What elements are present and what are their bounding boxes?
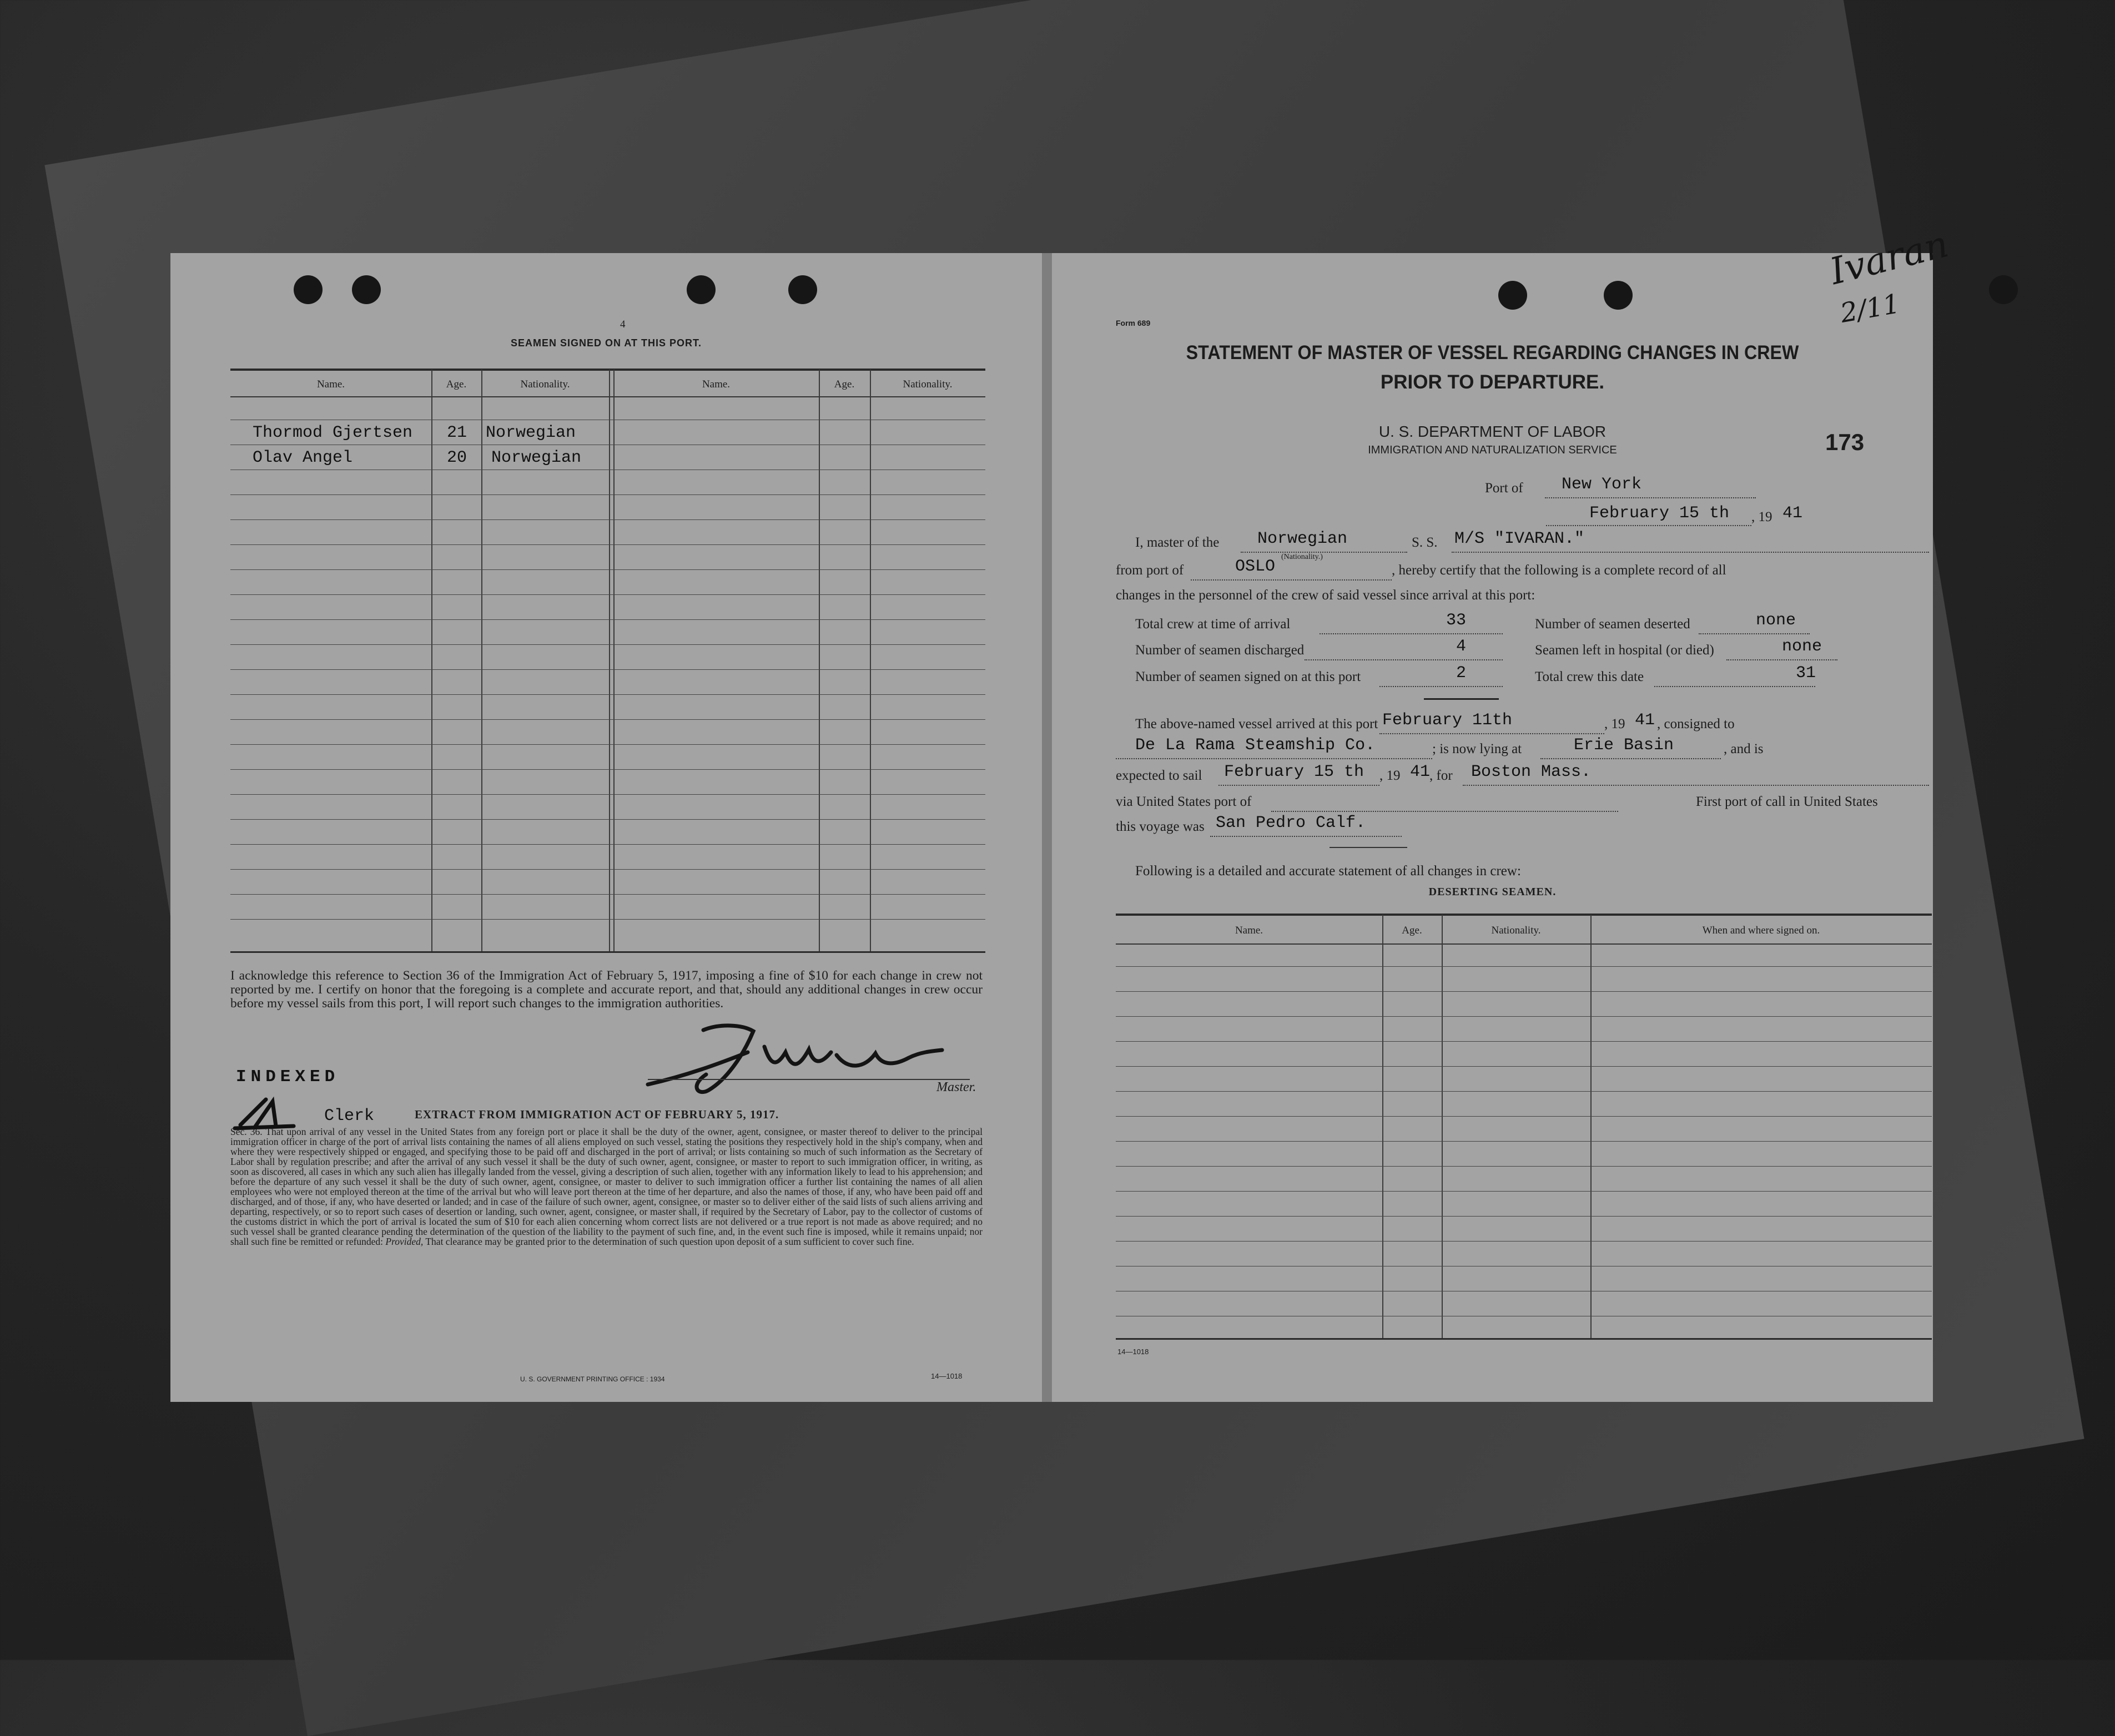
table-row-line: [230, 569, 985, 570]
handwritten-date-note: 2/11: [1837, 288, 1902, 329]
provided-text: That clearance may be granted prior to the determination of such question upon deposit of a sum sufficient to cover such fine.: [425, 1236, 914, 1247]
col-divider: [613, 370, 615, 952]
consignee-line: [1116, 758, 1432, 759]
punch-hole: [1604, 281, 1633, 310]
punch-hole: [294, 275, 323, 304]
table-top-rule: [230, 369, 985, 371]
page-fold: [1042, 253, 1052, 1402]
deserting-col-nationality: Nationality.: [1491, 925, 1541, 936]
col-header-name: Name.: [316, 379, 345, 390]
deserting-col-age: Age.: [1402, 925, 1422, 936]
col-divider: [431, 370, 432, 952]
table-row-name: Thormod Gjertsen: [253, 423, 413, 442]
col-divider: [1382, 915, 1383, 1339]
table-row-line: [1116, 1141, 1932, 1142]
following-label: Following is a detailed and accurate statement of all changes in crew:: [1135, 864, 1521, 879]
table-row-line: [1116, 991, 1932, 992]
table-row-line: [1116, 1016, 1932, 1017]
service-name: IMMIGRATION AND NATURALIZATION SERVICE: [1368, 444, 1617, 456]
from-port-line: [1191, 579, 1392, 581]
acknowledgment-text: I acknowledge this reference to Section 36 of the Immigration Act of February 5, 1917, imposing a fine of $10 for each change in crew not reported by me. I certify on honor that the foregoing is a complete and accurate report, and that, should any additional changes in crew occur before my vessel sails from this port, I will report such changes to the immigration authorities.: [230, 968, 983, 1011]
first-port-line: [1210, 836, 1402, 837]
via-label: via United States port of: [1116, 794, 1252, 809]
nationality-value: Norwegian: [1257, 529, 1348, 548]
table-bottom-rule: [230, 951, 985, 953]
first-port-value: San Pedro Calf.: [1216, 814, 1366, 832]
arrived-line: [1379, 733, 1604, 734]
voyage-label: this voyage was: [1116, 819, 1205, 834]
clerk-label: Clerk: [324, 1107, 375, 1126]
deserting-col-signed-on: When and where signed on.: [1702, 925, 1820, 936]
col-divider: [1590, 915, 1592, 1339]
arrived-year-prefix: , 19: [1604, 716, 1625, 731]
arrived-year: 41: [1635, 711, 1655, 730]
table-row-name: Olav Angel: [253, 448, 353, 467]
sec-label: Sec. 36.: [230, 1126, 263, 1137]
form-code: 14—1018: [1117, 1348, 1149, 1356]
sail-year: 41: [1410, 763, 1431, 781]
consignee-value: De La Rama Steamship Co.: [1135, 736, 1376, 755]
punch-hole: [788, 275, 817, 304]
form-code: 14—1018: [931, 1372, 963, 1380]
from-port-label: from port of: [1116, 563, 1184, 578]
hospital-label: Seamen left in hospital (or died): [1535, 643, 1714, 658]
port-line: [1545, 497, 1756, 498]
signed-on-value: 2: [1456, 664, 1467, 683]
table-row-nationality: Norwegian: [491, 448, 582, 467]
signed-on-line: [1379, 686, 1503, 687]
destination-value: Boston Mass.: [1471, 763, 1592, 781]
destination-line: [1463, 785, 1929, 786]
col-header-nationality: Nationality.: [520, 379, 570, 390]
deserting-col-name: Name.: [1235, 925, 1263, 936]
table-row-line: [1116, 1091, 1932, 1092]
and-is-label: , and is: [1724, 741, 1764, 756]
port-label: Port of: [1485, 481, 1523, 496]
first-port-label: First port of call in United States: [1696, 794, 1878, 809]
punch-hole: [687, 275, 716, 304]
via-line: [1271, 811, 1618, 812]
provided-label: Provided,: [385, 1236, 424, 1247]
table-row-line: [1116, 1166, 1932, 1167]
deserting-header-rule: [1116, 943, 1932, 945]
table-row-line: [230, 619, 985, 620]
department-name: U. S. DEPARTMENT OF LABOR: [1378, 423, 1607, 440]
table-row-line: [1116, 1241, 1932, 1242]
table-row-line: [230, 644, 985, 645]
serial-number: 173: [1825, 429, 1865, 455]
date-value: February 15 th: [1589, 504, 1730, 523]
discharged-line: [1305, 659, 1503, 660]
col-divider: [819, 370, 820, 952]
total-date-value: 31: [1796, 664, 1816, 683]
total-arrival-line: [1320, 633, 1503, 634]
extract-body: That upon arrival of any vessel in the United States from any foreign port or place it shall be the duty of the owner, agent, consignee, or master thereof to deliver to the principal immigration officer in charge of the port of arrival lists containing the names of all aliens employed on such vessel, stating the positions they respectively hold in the ship's company, when and where they were respectively shipped or engaged, and specifying those to be paid off and discharged in the port of arrival; or lists containing so much of such information as the Secretary of Labor shall by regulation prescribe; and after the arrival of any such vessel it shall be the duty of such owner, agent, consignee, or master to report to such immigration officer, in writing, as soon as discovered, all cases in which any such alien has illegally landed from the vessel, giving a description of such alien, together with any information likely to lead to his apprehension; and before the departure of any such vessel it shall be the duty of such owner, agent, consignee, or master to deliver to such immigration officer a further list containing the names of all alien employees who were not employed thereon at the time of the arrival but who will leave port thereon at the time of her departure, and also the names of those, if any, who have been paid off and discharged, and of those, if any, who have deserted or landed; and in case of the failure of such owner, agent, consignee, or master so to deliver either of the said lists of such aliens arriving and departing, respectively, or so to report such cases of desertion or landing, such owner, agent, consignee, or master shall, if required by the Secretary of Labor, pay to the collector of customs of the customs district in which the port of arrival is located the sum of $10 for each alien concerning whom correct lists are not delivered or a true report is not made as above required; and no such vessel shall be granted clearance pending the determination of the question of the liability to the payment of such fine, and, in the event such fine is imposed, while it remains unpaid; nor shall such fine be remitted or refunded:: [230, 1126, 983, 1247]
total-date-line: [1654, 686, 1815, 687]
hospital-line: [1726, 659, 1837, 660]
ss-label: S. S.: [1412, 535, 1438, 550]
table-row-line: [230, 869, 985, 870]
changes-text: changes in the personnel of the crew of said vessel since arrival at this port:: [1116, 588, 1535, 603]
col-divider: [1442, 915, 1443, 1339]
col-divider: [481, 370, 482, 952]
master-label: Master.: [936, 1080, 976, 1094]
deserted-line: [1699, 633, 1810, 634]
for-label: , for: [1429, 768, 1453, 783]
table-row-line: [230, 494, 985, 495]
form-title-line1: STATEMENT OF MASTER OF VESSEL REGARDING CHANGES IN CREW: [1186, 342, 1799, 364]
table-row-line: [230, 769, 985, 770]
table-row-line: [1116, 1216, 1932, 1217]
arrived-date: February 11th: [1382, 711, 1513, 730]
arrived-label: The above-named vessel arrived at this port: [1135, 716, 1378, 731]
vessel-name: M/S "IVARAN.": [1454, 529, 1585, 548]
table-row-line: [230, 919, 985, 920]
col-divider: [870, 370, 871, 952]
col-header-age-2: Age.: [834, 379, 855, 390]
table-row-line: [1116, 1191, 1932, 1192]
table-row-line: [230, 744, 985, 745]
deserting-heading: DESERTING SEAMEN.: [1428, 886, 1557, 898]
date-year: 41: [1782, 504, 1803, 523]
table-row-line: [230, 719, 985, 720]
col-header-nationality-2: Nationality.: [903, 379, 953, 390]
lying-label: ; is now lying at: [1432, 741, 1522, 756]
document-sheet: [170, 223, 1953, 1402]
total-date-label: Total crew this date: [1535, 669, 1644, 684]
punch-hole: [352, 275, 381, 304]
table-row-line: [230, 594, 985, 595]
discharged-label: Number of seamen discharged: [1135, 643, 1305, 658]
punch-hole: [1498, 281, 1527, 310]
left-page: [170, 253, 1042, 1402]
nationality-label: (Nationality.): [1281, 553, 1323, 561]
table-row-line: [1116, 966, 1932, 967]
discharged-value: 4: [1456, 637, 1467, 656]
signed-on-heading: SEAMEN SIGNED ON AT THIS PORT.: [510, 337, 702, 349]
printer-line: U. S. GOVERNMENT PRINTING OFFICE : 1934: [520, 1375, 665, 1383]
nationality-line: [1241, 552, 1407, 553]
col-header-age: Age.: [446, 379, 467, 390]
right-page: [1052, 223, 1953, 1402]
form-title-line2: PRIOR TO DEPARTURE.: [1380, 371, 1605, 393]
deserting-table-bottom: [1116, 1338, 1932, 1340]
table-row-line: [1116, 1066, 1932, 1067]
date-year-prefix: , 19: [1751, 509, 1772, 524]
certify-text: , hereby certify that the following is a complete record of all: [1392, 563, 1726, 578]
table-row-line: [230, 669, 985, 670]
deserted-label: Number of seamen deserted: [1535, 617, 1690, 632]
signed-on-label: Number of seamen signed on at this port: [1135, 669, 1361, 684]
sum-rule: [1424, 698, 1499, 700]
sail-date: February 15 th: [1224, 763, 1364, 781]
table-header-rule: [230, 396, 985, 397]
table-row-line: [230, 819, 985, 820]
signature-line: [648, 1079, 970, 1080]
table-row-line: [230, 694, 985, 695]
deserting-table-top: [1116, 914, 1932, 916]
sail-year-prefix: , 19: [1379, 768, 1401, 783]
hospital-value: none: [1782, 637, 1822, 656]
table-row-age: 21: [447, 423, 467, 442]
sail-line: [1218, 785, 1379, 786]
col-divider: [609, 370, 610, 952]
lying-value: Erie Basin: [1574, 736, 1674, 755]
table-row-line: [230, 844, 985, 845]
deserted-value: none: [1756, 611, 1796, 630]
extract-text: [230, 1127, 983, 1247]
table-row-line: [230, 519, 985, 520]
form-number: Form 689: [1116, 319, 1151, 327]
table-row-nationality: Norwegian: [486, 423, 576, 442]
expected-label: expected to sail: [1116, 768, 1202, 783]
handwritten-vessel-note: Ivaran: [1825, 223, 1953, 293]
table-row-line: [1116, 1116, 1932, 1117]
table-row-line: [1116, 1041, 1932, 1042]
consigned-label: , consigned to: [1657, 716, 1735, 731]
total-arrival-label: Total crew at time of arrival: [1135, 617, 1291, 632]
master-of-label: I, master of the: [1135, 535, 1220, 550]
lying-line: [1540, 758, 1721, 759]
total-arrival-value: 33: [1446, 611, 1467, 630]
voyage-rule: [1330, 847, 1407, 848]
master-signature-icon: [637, 1019, 948, 1102]
col-header-name-2: Name.: [702, 379, 731, 390]
from-port-value: OSLO: [1235, 557, 1276, 576]
page-number: 4: [620, 319, 626, 330]
table-row-age: 20: [447, 448, 467, 467]
table-row-line: [230, 544, 985, 545]
table-row-line: [230, 794, 985, 795]
punch-hole: [1989, 275, 2018, 304]
date-line: [1546, 525, 1751, 526]
vessel-line: [1452, 552, 1929, 553]
table-row-line: [230, 894, 985, 895]
port-value: New York: [1562, 475, 1642, 494]
extract-title: EXTRACT FROM IMMIGRATION ACT OF FEBRUARY 5, 1917.: [415, 1108, 779, 1121]
indexed-stamp: INDEXED: [236, 1067, 340, 1087]
